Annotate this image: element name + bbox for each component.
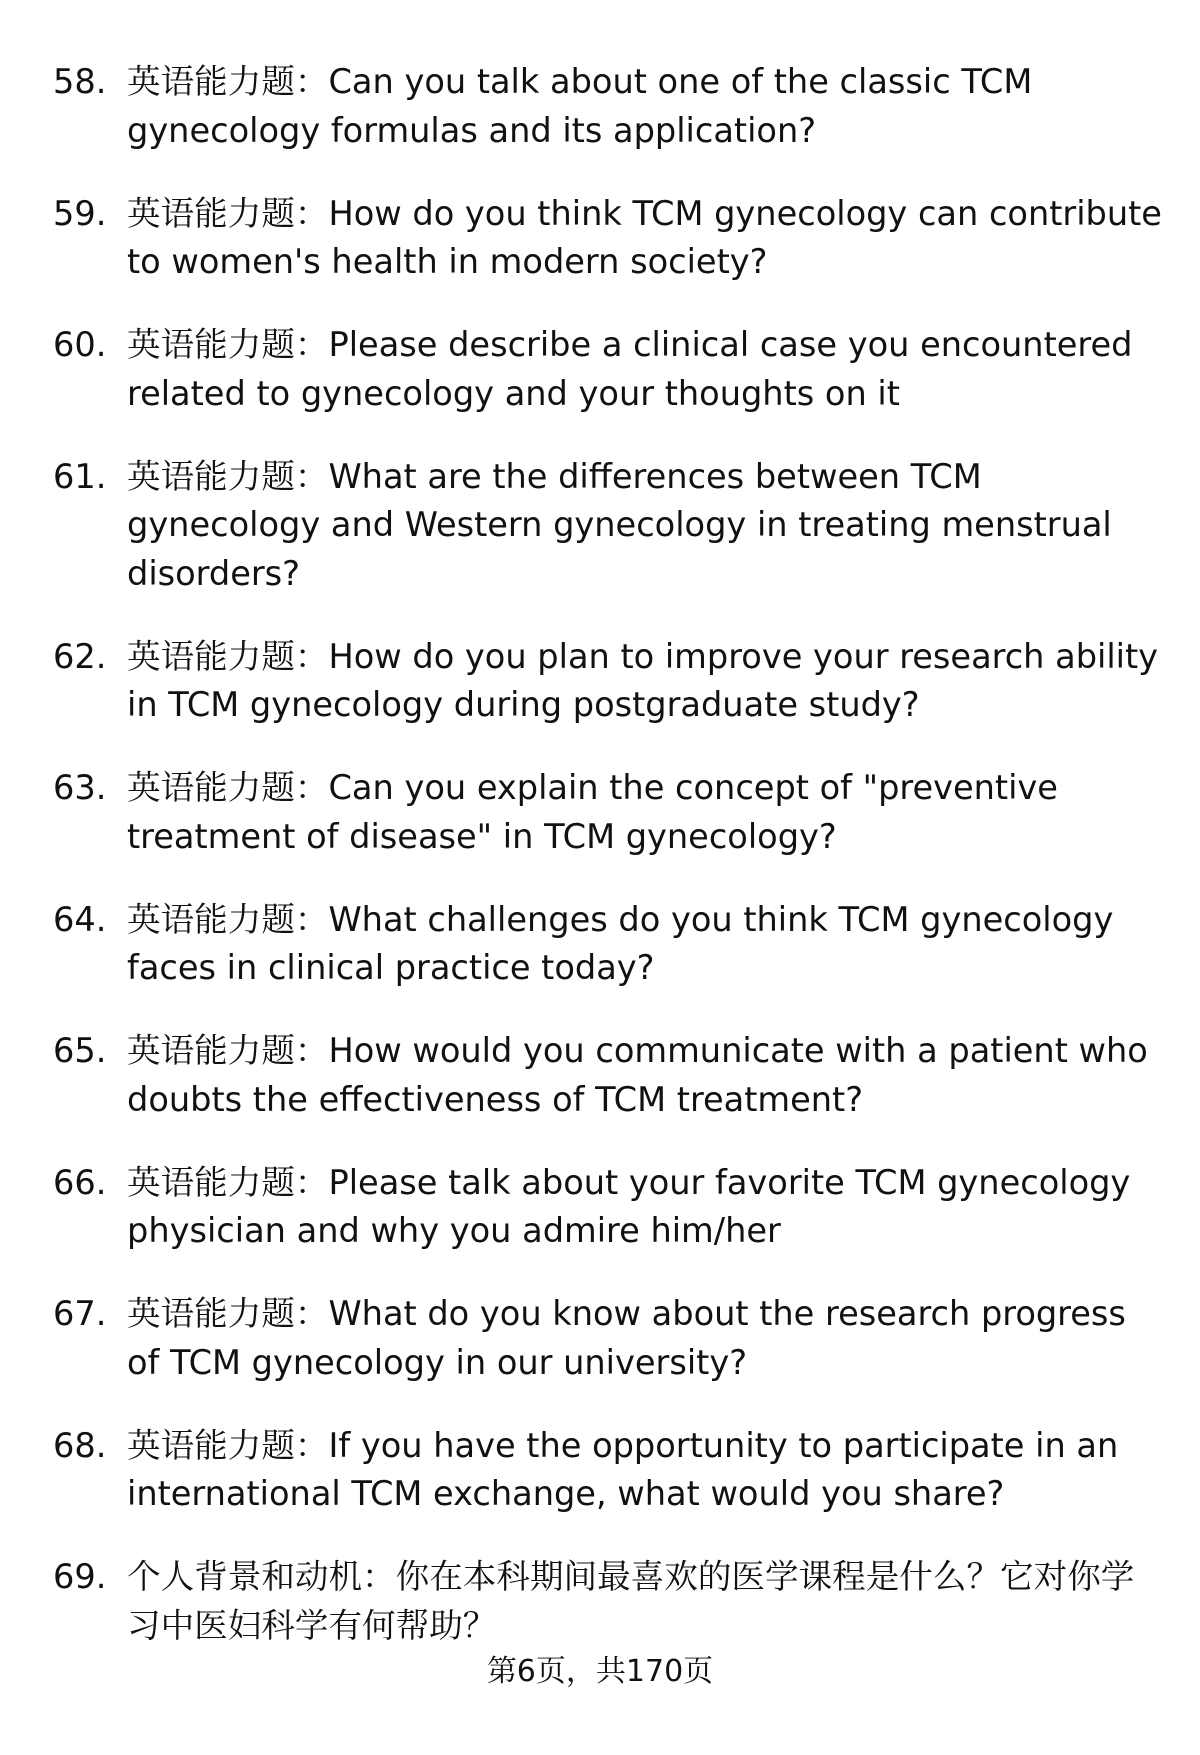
- question-text: 英语能力题：What are the differences between TCM gynecology and Western gynecology in treating menstrual disorders?: [127, 456, 1112, 593]
- question-number: 58.: [53, 62, 107, 101]
- question-number: 63.: [53, 768, 107, 807]
- question-number: 59.: [53, 193, 107, 233]
- question-number: 60.: [53, 325, 107, 364]
- question-text: 英语能力题：Can you talk about one of the classic TCM gynecology formulas and its application?: [127, 62, 1033, 150]
- page-number-label: 第6页，共170页: [486, 1654, 714, 1689]
- question-item-63: [53, 764, 1163, 861]
- question-item-67: [53, 1290, 1163, 1387]
- question-text: 个人背景和动机：你在本科期间最喜欢的医学课程是什么？它对你学习中医妇科学有何帮助？: [127, 1557, 1135, 1645]
- question-text: 英语能力题：How do you think TCM gynecology can contribute to women's health in modern society?: [127, 193, 1162, 281]
- question-item-65: [53, 1027, 1163, 1124]
- question-number: 62.: [53, 636, 107, 676]
- question-item-60: [53, 321, 1163, 418]
- question-number: 66.: [53, 1162, 107, 1202]
- question-number: 67.: [53, 1294, 107, 1333]
- question-item-68: [53, 1422, 1163, 1519]
- page-footer: [0, 1652, 1200, 1692]
- question-text: 英语能力题：Can you explain the concept of "preventive treatment of disease" in TCM gynecology?: [127, 768, 1058, 856]
- question-number: 61.: [53, 456, 107, 496]
- question-list: [53, 58, 1163, 1685]
- question-number: 68.: [53, 1425, 107, 1465]
- question-item-58: [53, 58, 1163, 155]
- question-item-59: [53, 190, 1163, 287]
- question-text: 英语能力题：How do you plan to improve your research ability in TCM gynecology during postgraduate study?: [127, 636, 1159, 724]
- question-item-61: [53, 453, 1163, 599]
- question-number: 64.: [53, 899, 107, 939]
- question-number: 69.: [53, 1557, 107, 1596]
- question-item-62: [53, 633, 1163, 730]
- question-text: 英语能力题：How would you communicate with a patient who doubts the effectiveness of TCM treatment?: [127, 1031, 1148, 1119]
- question-text: 英语能力题：What do you know about the research progress of TCM gynecology in our university?: [127, 1294, 1126, 1382]
- question-text: 英语能力题：Please describe a clinical case you encountered related to gynecology and your thoughts on it: [127, 325, 1133, 413]
- question-item-69: [53, 1553, 1163, 1650]
- question-text: 英语能力题：What challenges do you think TCM gynecology faces in clinical practice today?: [127, 899, 1114, 987]
- question-text: 英语能力题：Please talk about your favorite TCM gynecology physician and why you admire him/her: [127, 1162, 1131, 1250]
- question-item-64: [53, 896, 1163, 993]
- question-item-66: [53, 1159, 1163, 1256]
- question-number: 65.: [53, 1031, 107, 1070]
- question-text: 英语能力题：If you have the opportunity to participate in an international TCM exchange, what would you share?: [127, 1425, 1119, 1513]
